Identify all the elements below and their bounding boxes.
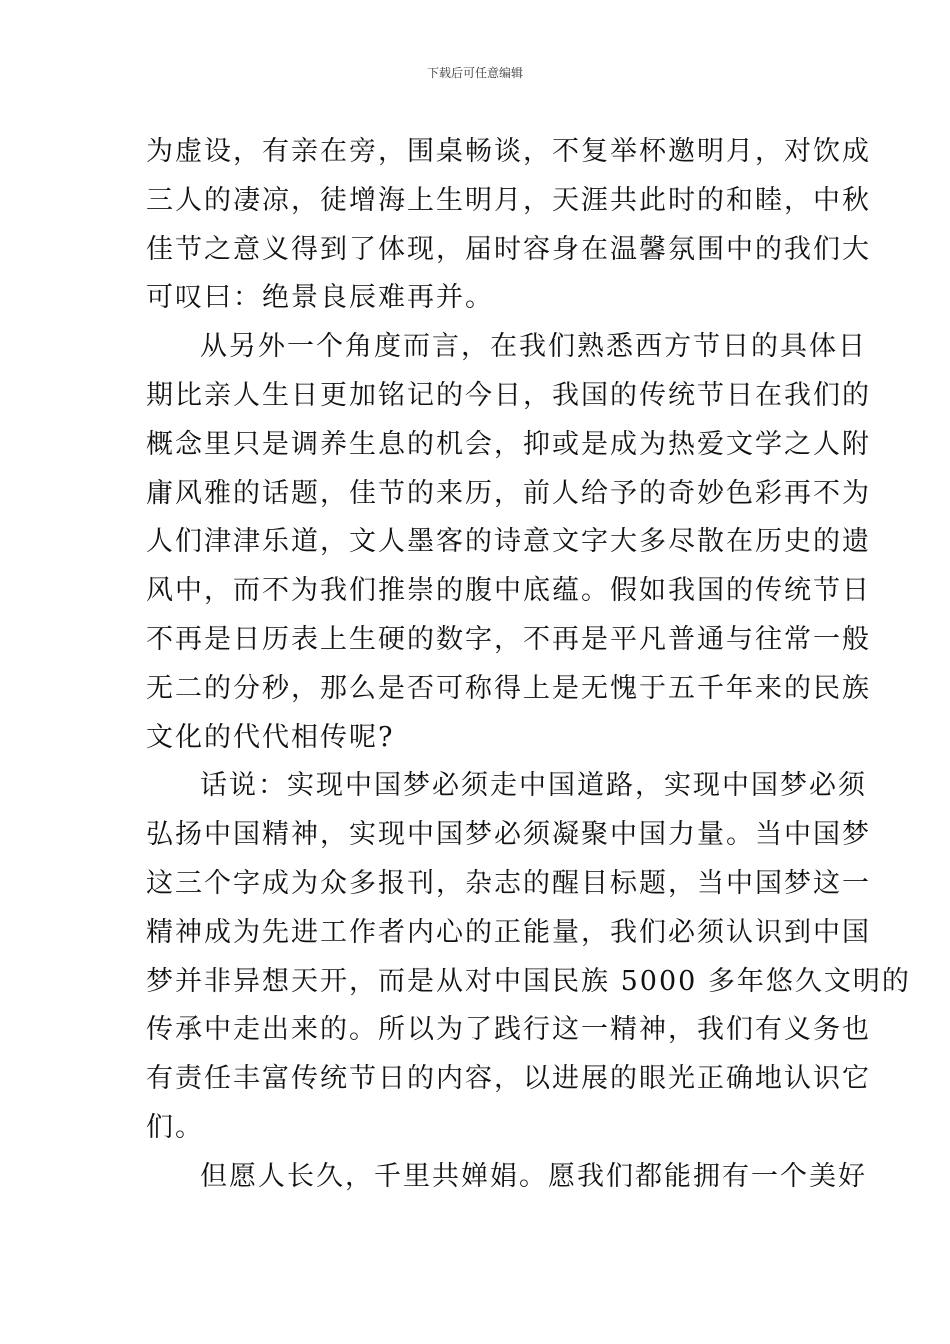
text-line: 人们津津乐道，文人墨客的诗意文字大多尽散在历史的遗 <box>146 526 871 558</box>
text-line: 为虚设，有亲在旁，围桌畅谈，不复举杯邀明月，对饮成 <box>146 136 871 167</box>
text-line: 三人的凄凉，徒增海上生明月，天涯共此时的和睦，中秋 <box>146 184 871 216</box>
text-line: 不再是日历表上生硬的数字，不再是平凡普通与往常一般 <box>146 623 871 655</box>
paragraph-1 <box>146 128 871 323</box>
text-line: 无二的分秒，那么是否可称得上是无愧于五千年来的民族 <box>146 672 871 704</box>
text-line: 这三个字成为众多报刊，杂志的醒目标题，当中国梦这一 <box>146 867 871 899</box>
text-line: 们。 <box>146 1111 204 1143</box>
text-line: 可叹曰：绝景良辰难再并。 <box>146 282 494 314</box>
text-line: 从另外一个角度而言，在我们熟悉西方节日的具体日 <box>200 331 867 363</box>
text-line: 庸风雅的话题，佳节的来历，前人给予的奇妙色彩再不为 <box>146 477 871 509</box>
text-line: 精神成为先进工作者内心的正能量，我们必须认识到中国 <box>146 916 871 948</box>
paragraph-4 <box>146 1153 867 1202</box>
text-line: 弘扬中国精神，实现中国梦必须凝聚中国力量。当中国梦 <box>146 819 871 851</box>
text-line: 概念里只是调养生息的机会，抑或是成为热爱文学之人附 <box>146 428 871 460</box>
text-line: 文化的代代相传呢? <box>146 721 395 753</box>
text-line: 梦并非异想天开，而是从对中国民族 5000 多年悠久文明的 <box>146 965 911 997</box>
text-line: 期比亲人生日更加铭记的今日，我国的传统节日在我们的 <box>146 379 871 411</box>
text-line: 但愿人长久，千里共婵娟。愿我们都能拥有一个美好 <box>200 1160 867 1192</box>
text-line: 话说：实现中国梦必须走中国道路，实现中国梦必须 <box>200 770 867 802</box>
paragraph-2 <box>146 323 871 762</box>
text-line: 有责任丰富传统节日的内容，以进展的眼光正确地认识它 <box>146 1063 871 1095</box>
paragraph-3 <box>146 762 911 1152</box>
text-line: 佳节之意义得到了体现，届时容身在温馨氛围中的我们大 <box>146 233 871 265</box>
text-line: 风中，而不为我们推崇的腹中底蕴。假如我国的传统节日 <box>146 575 871 607</box>
document-body <box>146 128 911 1202</box>
text-line: 传承中走出来的。所以为了践行这一精神，我们有义务也 <box>146 1014 871 1046</box>
page-header: 下载后可任意编辑 <box>426 66 523 80</box>
